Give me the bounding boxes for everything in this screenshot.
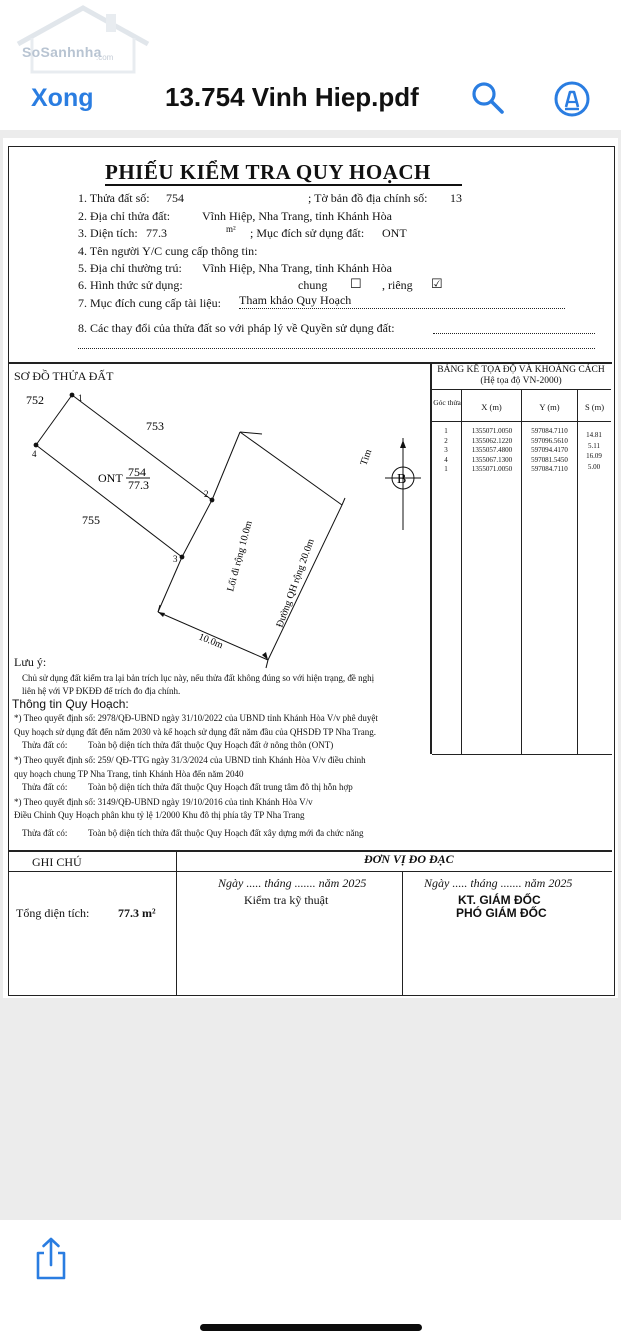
decision-2-line-1: *) Theo quyết định số: 259/ QĐ-TTG ngày 31/3/2024 của UBND tỉnh Khánh Hòa V/v điều chỉnh: [14, 755, 366, 765]
parcel-ont: ONT: [98, 471, 123, 485]
parcel-area: 77.3: [128, 478, 149, 492]
coord-cell-distance: 14.81: [586, 431, 602, 439]
survey-unit-heading: ĐƠN VỊ ĐO ĐẠC: [364, 852, 454, 866]
coord-table-col-3: [577, 389, 578, 754]
field6-chung: chung: [298, 278, 328, 292]
coord-cell-x: 1355067.1300: [471, 455, 513, 464]
point-2: 2: [204, 489, 209, 499]
field5-label: 5. Địa chỉ thường trú:: [78, 261, 182, 275]
decision-3-parcel: Toàn bộ diện tích thửa đất thuộc Quy Hoạch đất xây dựng mới đa chức năng: [88, 828, 364, 838]
deputy-director-prefix: KT. GIÁM ĐỐC: [458, 893, 541, 907]
coord-cell-distance: 5.11: [588, 441, 600, 450]
point-4: 4: [32, 449, 37, 459]
notes-heading: GHI CHÚ: [32, 855, 82, 869]
search-icon[interactable]: [470, 80, 506, 116]
coord-header-y: Y (m): [539, 402, 560, 412]
tim-label: Tim: [358, 447, 375, 468]
field1b-label: ; Tờ bản đồ địa chính số:: [308, 191, 428, 205]
coord-cell-x: 1355057.4800: [471, 446, 513, 454]
field6-rieng: , riêng: [382, 278, 413, 292]
footer-divider-top: [8, 850, 612, 852]
coord-cell-y: 597084.7110: [531, 465, 568, 473]
field2-value: Vĩnh Hiệp, Nha Trang, tỉnh Khánh Hòa: [202, 209, 392, 223]
diagram-title: SƠ ĐỒ THỬA ĐẤT: [14, 369, 114, 383]
watermark-text: SoSanhnha: [22, 44, 102, 60]
field3b-value: ONT: [382, 226, 407, 240]
field3b-label: ; Mục đích sử dụng đất:: [250, 226, 365, 240]
field8-label: 8. Các thay đổi của thửa đất so với pháp lý về Quyền sử dụng đất:: [78, 321, 395, 335]
coord-cell-goc: 1: [444, 427, 448, 435]
decision-3-parcel-label: Thửa đất có:: [22, 828, 68, 838]
decision-1-parcel-label: Thửa đất có:: [22, 740, 68, 750]
form-title: PHIẾU KIỂM TRA QUY HOẠCH: [105, 160, 431, 184]
checkbox-rieng[interactable]: ☑: [431, 276, 443, 291]
coord-table-subtitle: (Hệ tọa độ VN-2000): [480, 376, 562, 386]
coord-cell-distance: 16.09: [586, 452, 602, 460]
field6-label: 6. Hình thức sử dụng:: [78, 278, 183, 292]
field1-label: 1. Thửa đất số:: [78, 191, 150, 205]
field7-value: Tham khảo Quy Hoạch: [239, 293, 352, 307]
dimension-10m: 10.0m: [196, 631, 225, 652]
markup-pen-icon[interactable]: [553, 80, 591, 118]
coord-header-x: X (m): [481, 402, 502, 412]
field1b-value: 13: [450, 191, 462, 205]
section-divider-top: [8, 362, 612, 364]
coord-table-title: BẢNG KÊ TỌA ĐỘ VÀ KHOẢNG CÁCH: [437, 365, 605, 375]
title-underline: [105, 184, 462, 186]
coord-cell-x: 1355062.1220: [471, 436, 513, 445]
note-label: Lưu ý:: [14, 655, 47, 669]
field2-label: 2. Địa chỉ thửa đất:: [78, 209, 171, 223]
point-1: 1: [78, 393, 83, 403]
coord-cell-goc: 4: [444, 455, 448, 464]
coord-table-bottom: [432, 754, 612, 755]
note-line-2: liên hệ với VP ĐKĐĐ để trích đo địa chính.: [22, 686, 181, 696]
done-button[interactable]: Xong: [31, 84, 94, 112]
coord-cell-goc: 1: [444, 465, 448, 473]
technical-check: Kiểm tra kỹ thuật: [244, 893, 329, 907]
home-indicator: [200, 1324, 422, 1331]
point-3: 3: [173, 554, 178, 564]
coord-header-goc: Góc thửa: [433, 398, 461, 407]
field8-dots: [433, 333, 595, 334]
total-area-label: Tổng diện tích:: [16, 906, 90, 920]
decision-2-parcel-label: Thửa đất có:: [22, 782, 68, 792]
house-logo-icon: [8, 2, 158, 74]
footer-col-divider-1: [176, 850, 177, 995]
decision-2-parcel: Toàn bộ diện tích thửa đất thuộc Quy Hoạch đất trung tâm đô thị hỗn hợp: [88, 782, 353, 792]
parcel-753: 753: [146, 419, 164, 433]
field5-value: Vĩnh Hiệp, Nha Trang, tỉnh Khánh Hòa: [202, 261, 392, 275]
bottom-toolbar: [0, 1220, 621, 1344]
decision-3-line-1: *) Theo quyết định số: 3149/QĐ-UBND ngày 19/10/2016 của tỉnh Khánh Hòa V/v: [14, 797, 313, 807]
coord-cell-x: 1355071.0050: [471, 427, 513, 435]
parcel-number: 754: [128, 465, 146, 479]
footer-divider-mid: [8, 871, 612, 872]
planning-info-heading: Thông tin Quy Hoạch:: [12, 697, 129, 711]
decision-1-line-1: *) Theo quyết định số: 2978/QĐ-UBND ngày 31/10/2022 của UBND tỉnh Khánh Hòa V/v phê duyệt: [14, 713, 378, 723]
document-title: 13.754 Vinh Hiep.pdf: [165, 82, 419, 112]
coord-cell-y: 597094.4170: [531, 446, 568, 454]
field7-label: 7. Mục đích cung cấp tài liệu:: [78, 296, 221, 310]
decision-2-line-2: quy hoạch chung TP Nha Trang, tỉnh Khánh Hòa đến năm 2040: [14, 769, 244, 779]
top-toolbar: [0, 0, 621, 130]
note-line-1: Chủ sử dụng đất kiểm tra lại bản trích lục này, nếu thửa đất không đúng so với hiện trạng, đề nghị: [22, 673, 375, 683]
coord-cell-x: 1355071.0050: [471, 465, 513, 473]
coord-table-col-2: [521, 389, 522, 754]
total-area-value: 77.3 m²: [118, 906, 156, 920]
parcel-755: 755: [82, 513, 100, 527]
coord-table-col-1: [461, 389, 462, 754]
decision-1-parcel: Toàn bộ diện tích thửa đất thuộc Quy Hoạch đất ở nông thôn (ONT): [88, 740, 334, 750]
decision-3-line-2: Điều Chỉnh Quy Hoạch phân khu tỷ lệ 1/2000 Khu đô thị phía tây TP Nha Trang: [14, 810, 305, 820]
field3-label: 3. Diện tích:: [78, 226, 138, 240]
watermark-sub: .com: [96, 53, 114, 62]
field4-label: 4. Tên người Y/C cung cấp thông tin:: [78, 244, 258, 258]
share-icon[interactable]: [33, 1236, 69, 1282]
decision-1-line-2: Quy hoạch sử dụng đất đến năm 2030 và kế hoạch sử dụng đất năm đầu của QHSDĐ TP Nha Trang.: [14, 727, 376, 737]
field1-value: 754: [166, 191, 184, 205]
compass-icon: B: [397, 472, 407, 487]
coord-cell-y: 597096.5610: [531, 436, 568, 445]
coord-cell-y: 597084.7110: [531, 427, 568, 435]
road-small-label: Lối đi rộng 10.0m: [225, 519, 255, 593]
coord-cell-distance: 5.00: [587, 462, 601, 471]
road-big-label: Đường QH rộng 20.0m: [274, 537, 317, 630]
field3-value: 77.3: [146, 226, 167, 240]
checkbox-chung[interactable]: ☐: [350, 276, 362, 291]
coord-header-s: S (m): [584, 402, 605, 412]
deputy-director-title: PHÓ GIÁM ĐỐC: [456, 906, 547, 920]
field7-dots: [239, 308, 565, 309]
footer-col-divider-2: [402, 871, 403, 995]
coord-cell-goc: 3: [444, 446, 448, 454]
date-left: Ngày ..... tháng ....... năm 2025: [218, 876, 367, 890]
field8-dots-2: [78, 348, 595, 349]
parcel-diagram: [0, 380, 430, 670]
date-right: Ngày ..... tháng ....... năm 2025: [424, 876, 573, 890]
parcel-752: 752: [26, 393, 44, 407]
coord-cell-goc: 2: [444, 436, 448, 445]
coord-cell-y: 597081.5450: [531, 455, 568, 464]
field3-unit: m²: [226, 224, 236, 234]
